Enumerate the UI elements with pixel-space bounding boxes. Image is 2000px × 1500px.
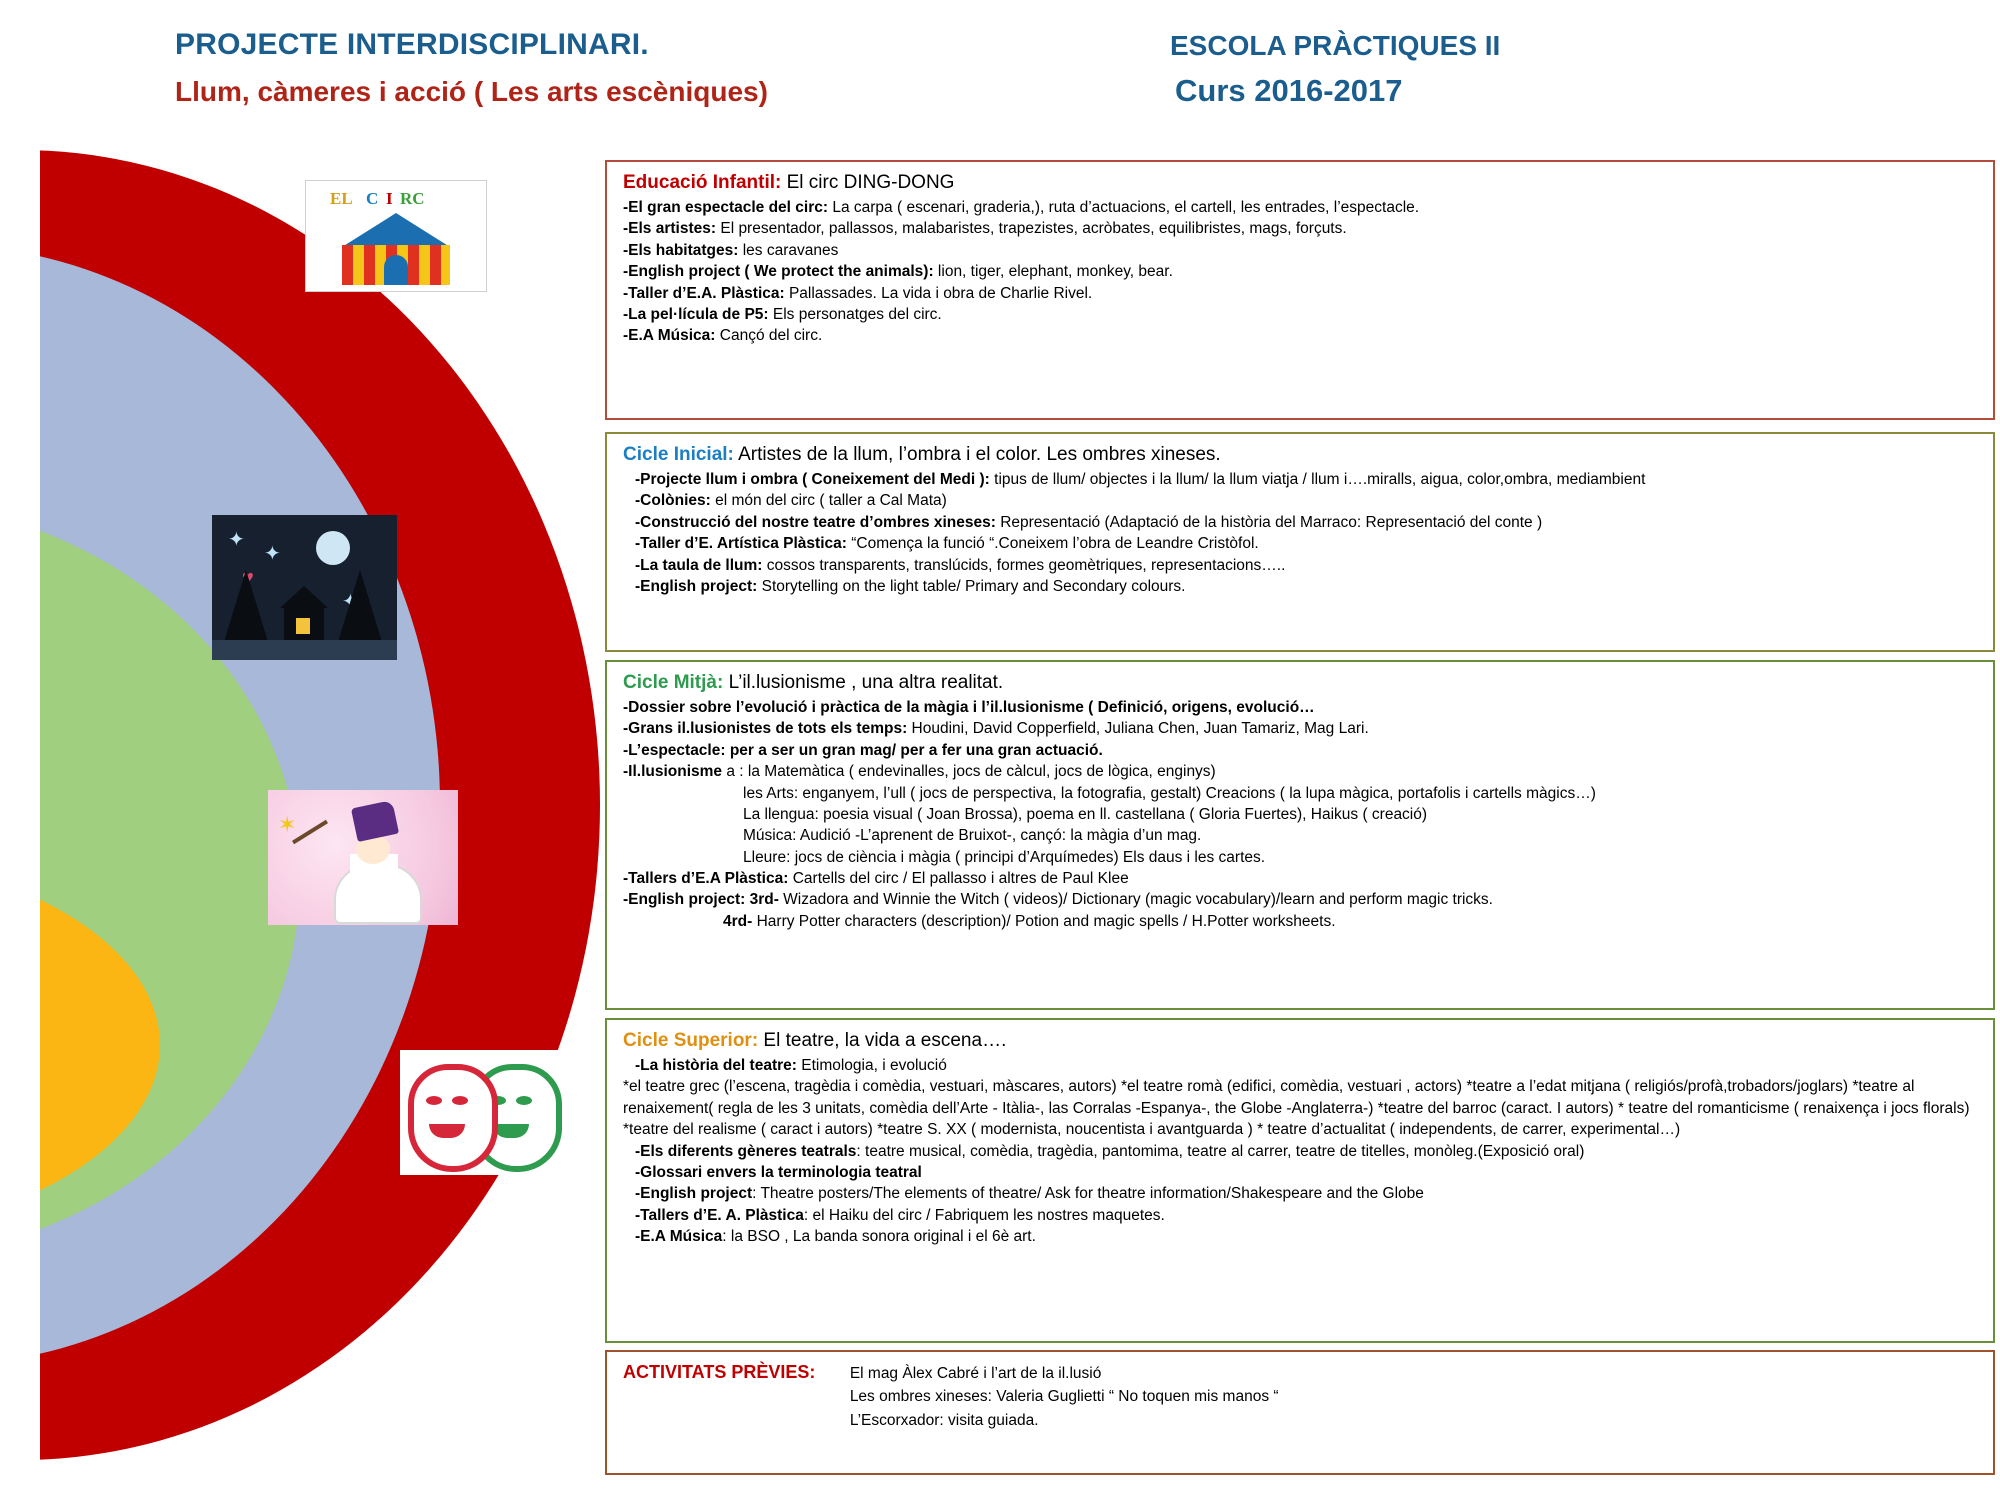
school-year: Curs 2016-2017: [1175, 73, 1403, 108]
content-line: [623, 1141, 1979, 1162]
content-line: [623, 783, 1979, 804]
star-icon: ✦: [342, 591, 359, 613]
content-line: [623, 1205, 1979, 1226]
document-header: [175, 28, 1895, 138]
line-rest: Harry Potter characters (description)/ Potion and magic spells / H.Potter worksheets.: [752, 912, 1336, 930]
line-bold: -L’espectacle: per a ser un gran mag/ per a fer una gran actuació.: [623, 741, 1103, 759]
line-rest: cossos transparents, translúcids, formes geomètriques, representacions…..: [762, 556, 1286, 574]
content-line: [623, 868, 1979, 889]
sparkle-icon: ✶: [278, 812, 297, 837]
section-activitats-previes: [605, 1350, 1995, 1475]
tragedy-mask-icon: [408, 1064, 498, 1172]
content-line: [623, 1055, 1979, 1076]
line-bold: -English project ( We protect the animals):: [623, 263, 934, 281]
line-rest: Houdini, David Copperfield, Juliana Chen, Juan Tamariz, Mag Lari.: [907, 720, 1369, 738]
line-rest: “Comença la funció “.Coneixem l’obra de Leandre Cristòfol.: [846, 535, 1259, 553]
line-bold: -La pel·lícula de P5:: [623, 305, 769, 323]
circus-tent-thumbnail: [305, 180, 487, 292]
line-rest: : el Haiku del circ / Fabriquem les nostres maquetes.: [803, 1206, 1165, 1224]
section-cicle-inicial: [605, 432, 1995, 652]
section-title-rest: El circ DING-DONG: [781, 172, 955, 193]
line-bold: -English project: 3rd-: [623, 891, 779, 909]
line-rest: Etimologia, i evolució: [796, 1057, 947, 1074]
section-cicle-superior: [605, 1018, 1995, 1343]
line-bold: -La història del teatre:: [635, 1057, 797, 1074]
project-subtitle: Llum, càmeres i acció ( Les arts escèniques): [175, 76, 768, 107]
mask-mouth: [429, 1124, 465, 1138]
line-rest: Cartells del circ / El pallasso i altres de Paul Klee: [788, 870, 1129, 887]
content-line: [623, 1226, 1979, 1247]
line-rest: Storytelling on the light table/ Primary and Secondary colours.: [757, 577, 1186, 595]
line-bold: -Els artistes:: [623, 220, 717, 238]
project-title: PROJECTE INTERDISCIPLINARI.: [175, 28, 649, 61]
house-roof-icon: [280, 586, 328, 608]
content-line: [623, 218, 1979, 239]
line-rest: lion, tiger, elephant, monkey, bear.: [933, 263, 1173, 281]
content-line: [623, 804, 1979, 825]
section-title: [623, 444, 1979, 466]
circus-word-part-2: C: [366, 189, 379, 208]
content-line: [623, 197, 1979, 218]
mask-eye: [516, 1096, 532, 1105]
mask-eye: [452, 1096, 468, 1105]
line-rest: les Arts: enganyem, l’ull ( jocs de perspectiva, la fotografia, gestalt) Creacions ( la lupa màgica, portafolis i cartells màgics…): [743, 784, 1596, 802]
line-bold: -Glossari envers la terminologia teatral: [635, 1163, 922, 1181]
line-rest: La carpa ( escenari, graderia,), ruta d’actuacions, el cartell, les entrades, l’espectacle.: [828, 199, 1420, 216]
content-line: [623, 261, 1979, 282]
line-bold: -Tallers d’E. A. Plàstica: [635, 1206, 804, 1224]
mask-mouth: [493, 1124, 529, 1138]
previes-label: ACTIVITATS PRÈVIES:: [623, 1362, 816, 1382]
line-rest: *el teatre grec (l’escena, tragèdia i comèdia, vestuari, màscares, autors) *el teatre romà (edifici, comèdia, vestuari , actors) *teatre a l’edat mitjana ( religiós/profà,trobadors/joglars) *teatre al renaixement( regla de les 3 unitats, comèdia dell’Arte - Itàlia-, las Corralas -Espanya-, the Globe -Anglaterra-) *teatre del barroc (caract. I autors) * teatre del romanticisme ( renaixença i jocs florals) *teatre del realisme ( caract i autors) *teatre S. XX ( modernista, noucentista i avantguarda ) * teatre d’actualitat ( independents, de carrer, experimental…): [623, 1078, 1970, 1139]
line-rest: La llengua: poesia visual ( Joan Brossa), poema en ll. castellana ( Gloria Fuertes), Haikus ( creació): [743, 805, 1428, 823]
line-rest: Música: Audició -L’aprenent de Bruixot-, cançó: la màgia d’un mag.: [743, 827, 1202, 845]
section-title-rest: Artistes de la llum, l’ombra i el color. Les ombres xineses.: [733, 444, 1221, 465]
line-bold: -Projecte llum i ombra ( Coneixement del Medi ):: [635, 471, 990, 488]
line-bold: -Dossier sobre l’evolució i pràctica de la màgia i l’il.lusionisme ( Definició, origens, evolució…: [623, 699, 1315, 716]
content-line: [623, 576, 1979, 597]
line-rest: les caravanes: [738, 241, 839, 259]
line-rest: Cançó del circ.: [715, 327, 823, 345]
content-line: [623, 304, 1979, 325]
line-rest: Lleure: jocs de ciència i màgia ( principi d’Arquímedes) Els daus i les cartes.: [743, 848, 1266, 866]
content-line: [623, 889, 1979, 910]
section-label: Cicle Superior:: [623, 1030, 759, 1051]
content-line: [623, 283, 1979, 304]
list-item: L’Escorxador: visita guiada.: [849, 1411, 1039, 1429]
content-paragraph: [623, 1076, 1979, 1140]
content-line: [623, 847, 1979, 868]
circus-word-part-1: EL: [330, 189, 353, 208]
line-rest: Els personatges del circ.: [768, 305, 942, 323]
content-line: [623, 825, 1979, 846]
section-label: Cicle Mitjà:: [623, 672, 724, 693]
line-bold: -English project: [635, 1185, 753, 1203]
line-rest: Representació (Adaptació de la història del Marraco: Representació del conte ): [995, 513, 1543, 531]
line-rest: : la BSO , La banda sonora original i el 6è art.: [722, 1228, 1036, 1245]
line-bold: -Il.lusionisme: [623, 763, 723, 781]
theatre-masks-thumbnail: [400, 1050, 565, 1175]
ground: [212, 640, 397, 660]
content-line: [623, 555, 1979, 576]
content-line: [623, 1162, 1979, 1183]
line-rest: tipus de llum/ objectes i la llum/ la llum viatja / llum i….miralls, aigua, color,ombra, mediambient: [989, 471, 1646, 488]
line-bold: -Taller d’E. Artística Plàstica:: [635, 535, 847, 553]
list-item: Les ombres xineses: Valeria Guglietti “ No toquen mis manos “: [849, 1388, 1279, 1406]
tree-icon: [338, 570, 382, 642]
section-title-rest: El teatre, la vida a escena….: [758, 1030, 1007, 1051]
arc-left-mask: [0, 140, 40, 1480]
shadow-theatre-thumbnail: [212, 515, 397, 660]
heart-icon: ♥: [242, 567, 254, 589]
line-bold: -Construcció del nostre teatre d’ombres xineses:: [635, 513, 996, 531]
line-bold: -Els diferents gèneres teatrals: [635, 1142, 857, 1160]
star-icon: ✦: [264, 543, 281, 565]
section-title: [623, 672, 1979, 694]
line-bold: -Colònies:: [635, 492, 711, 510]
section-cicle-mitja: [605, 660, 1995, 1010]
list-item: El mag Àlex Cabré i l’art de la il.lusió: [849, 1365, 1102, 1382]
section-title: [623, 172, 1979, 194]
mask-eye: [426, 1096, 442, 1105]
circus-word-part-4: RC: [400, 189, 425, 208]
content-line: [623, 533, 1979, 554]
line-rest: a : la Matemàtica ( endevinalles, jocs de càlcul, jocs de lògica, enginys): [722, 763, 1216, 781]
magician-thumbnail: [268, 790, 458, 925]
line-bold: -English project:: [635, 577, 758, 595]
line-bold: -E.A Música: [635, 1228, 723, 1245]
section-educacio-infantil: [605, 160, 1995, 420]
line-bold: -Taller d’E.A. Plàstica:: [623, 284, 785, 302]
tent-roof-icon: [342, 213, 450, 247]
tent-door-icon: [384, 255, 408, 285]
section-label: Educació Infantil:: [623, 172, 782, 193]
previes-list: [820, 1362, 1279, 1432]
line-rest: : Theatre posters/The elements of theatre/ Ask for theatre information/Shakespeare and the Globe: [752, 1185, 1424, 1203]
line-rest: el món del circ ( taller a Cal Mata): [710, 492, 947, 510]
content-line: [623, 1183, 1979, 1204]
content-line: [623, 490, 1979, 511]
section-title-rest: L’il.lusionisme , una altra realitat.: [723, 672, 1004, 693]
line-rest: Wizadora and Winnie the Witch ( videos)/ Dictionary (magic vocabulary)/learn and perform magic tricks.: [778, 891, 1493, 909]
line-bold: -El gran espectacle del circ:: [623, 199, 829, 216]
line-bold: 4rd-: [723, 912, 753, 930]
content-line: [623, 761, 1979, 782]
content-line: [623, 469, 1979, 490]
content-line: [623, 740, 1979, 761]
content-line: [623, 718, 1979, 739]
line-bold: -Els habitatges:: [623, 241, 739, 259]
line-bold: -Grans il.lusionistes de tots els temps:: [623, 720, 908, 738]
line-rest: Pallassades. La vida i obra de Charlie Rivel.: [784, 284, 1093, 302]
star-icon: ✦: [228, 529, 245, 551]
window-light-icon: [296, 618, 310, 634]
section-title: [623, 1030, 1979, 1052]
line-bold: -E.A Música:: [623, 327, 716, 345]
tree-icon: [224, 570, 268, 642]
line-rest: El presentador, pallassos, malabaristes, trapezistes, acròbates, equilibristes, mags, forçuts.: [716, 220, 1347, 238]
line-rest: : teatre musical, comèdia, tragèdia, pantomima, teatre al carrer, teatre de titelles, monòleg.(Exposició oral): [856, 1142, 1585, 1160]
line-bold: -Tallers d’E.A Plàstica:: [623, 870, 789, 887]
moon-icon: [316, 531, 350, 565]
school-name: ESCOLA PRÀCTIQUES II: [1170, 30, 1501, 61]
content-line: [623, 325, 1979, 346]
circus-word-part-3: I: [386, 189, 393, 208]
content-line: [623, 240, 1979, 261]
section-label: Cicle Inicial:: [623, 444, 734, 465]
line-bold: -La taula de llum:: [635, 556, 763, 574]
content-line: [623, 697, 1979, 718]
content-line: [623, 911, 1979, 932]
content-line: [623, 512, 1979, 533]
